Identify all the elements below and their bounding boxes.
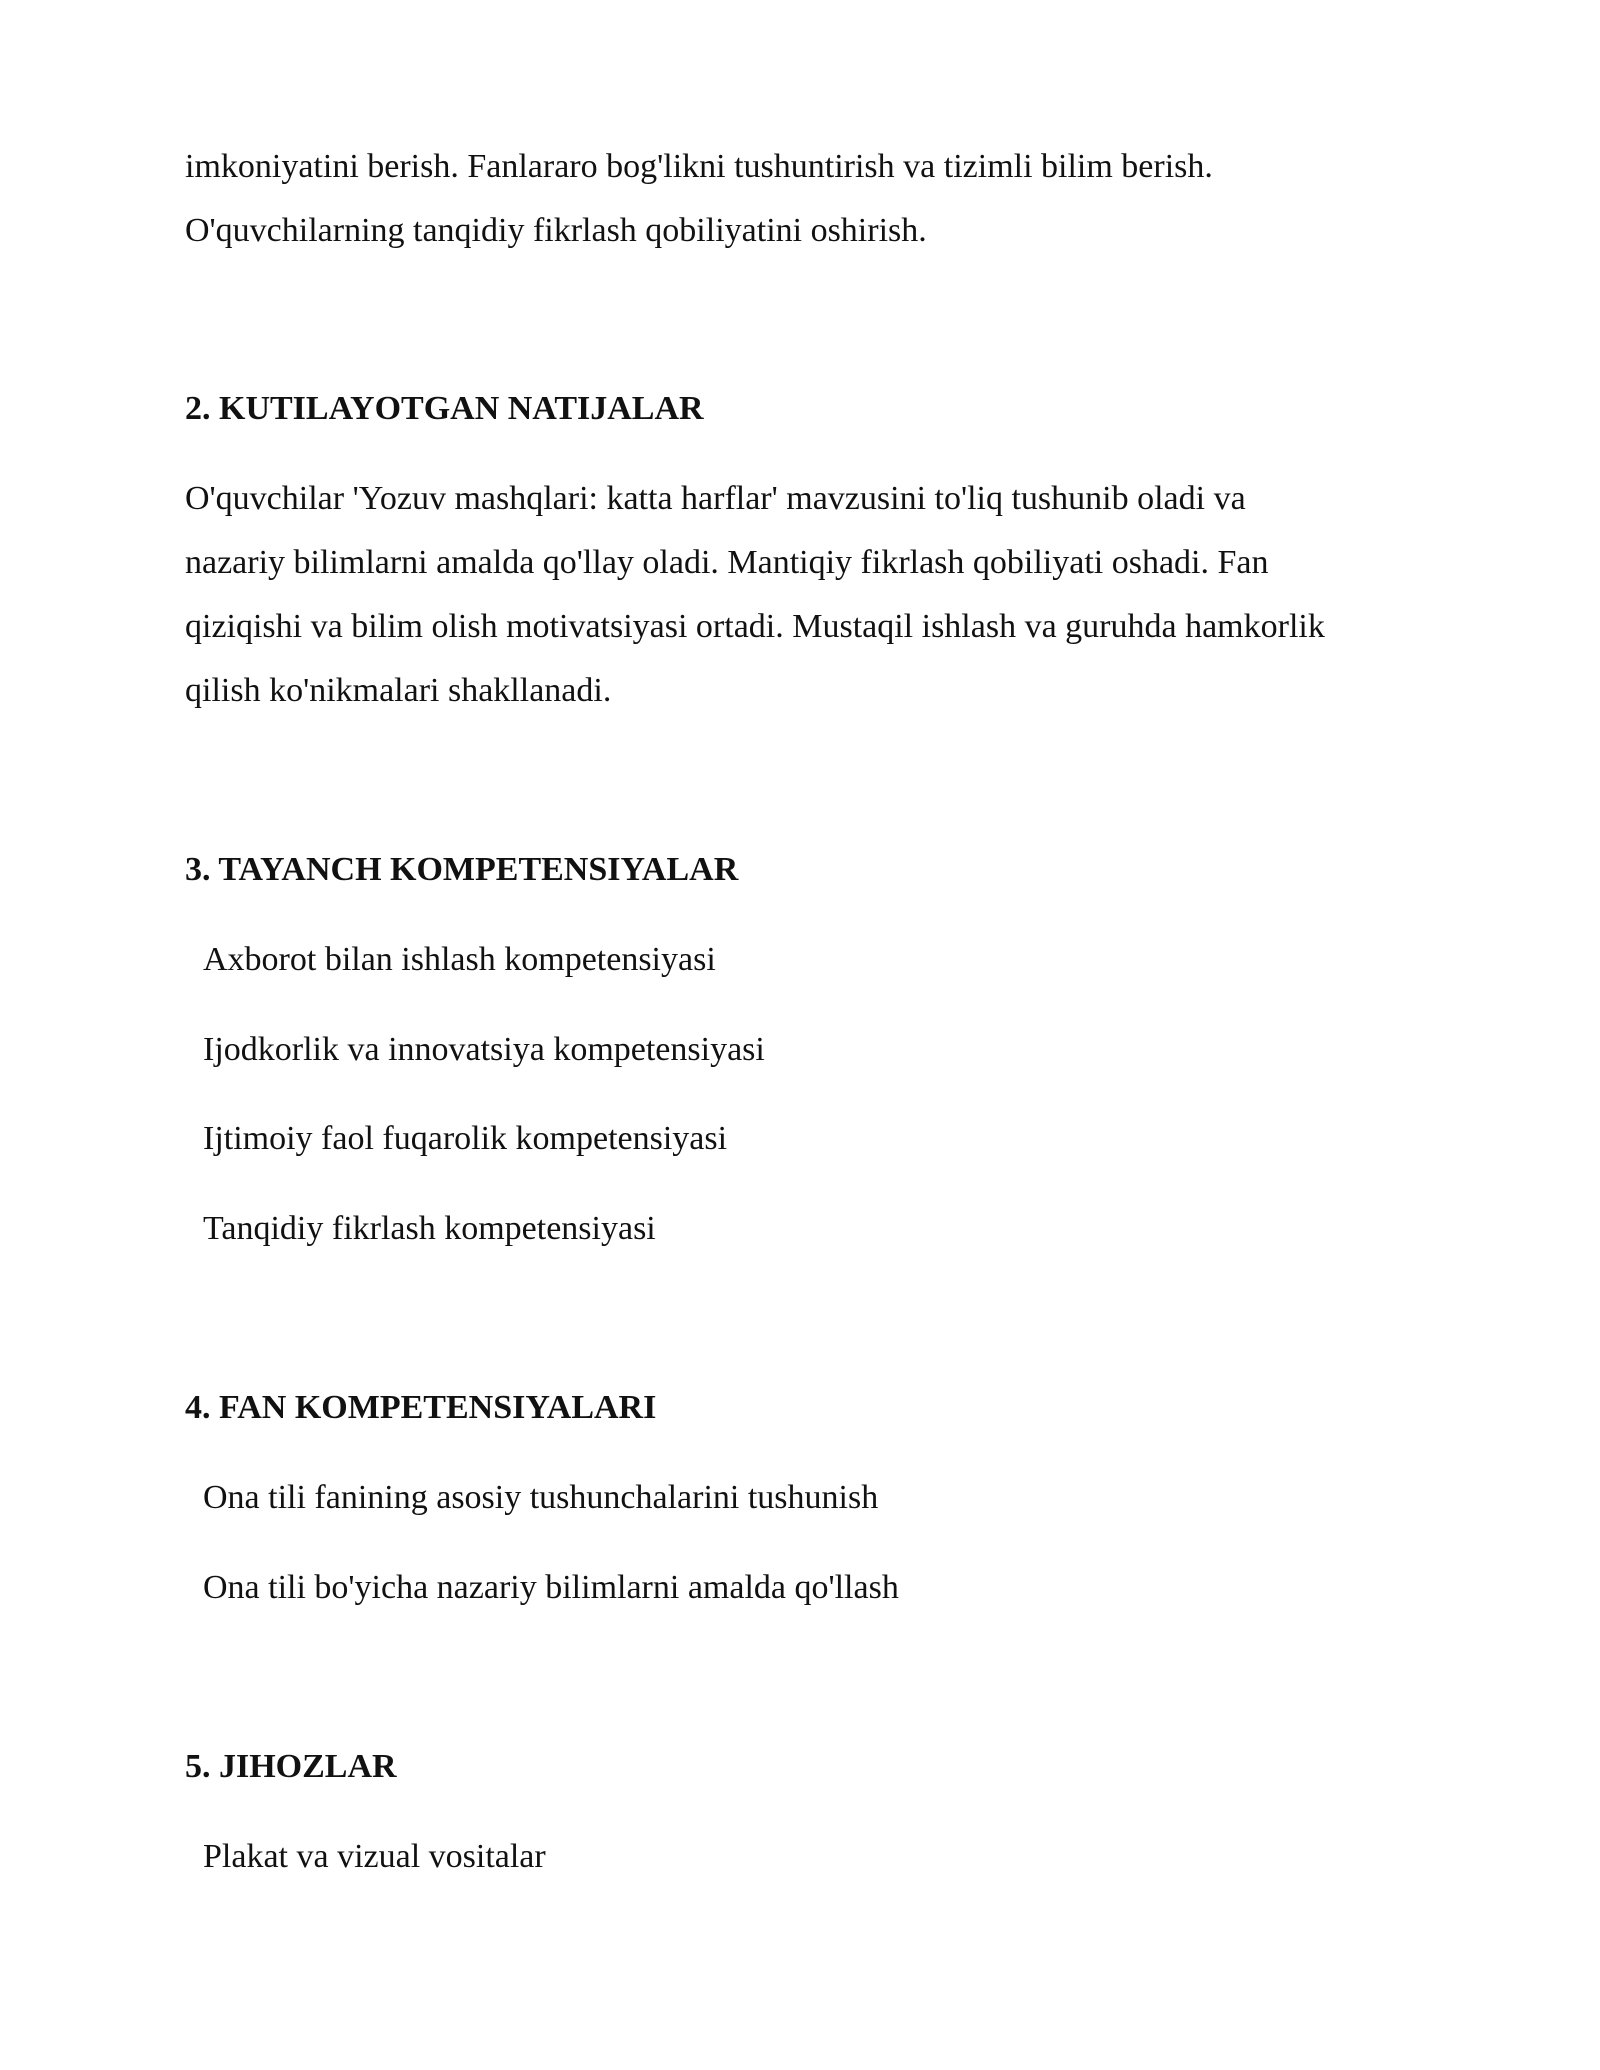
list-item: Tanqidiy fikrlash kompetensiyasi — [203, 1210, 656, 1247]
intro-line: imkoniyatini berish. Fanlararo bog'likni tushuntirish va tizimli bilim berish. — [185, 148, 1213, 185]
paragraph-line: nazariy bilimlarni amalda qo'llay oladi. Mantiqiy fikrlash qobiliyati oshadi. Fan — [185, 544, 1269, 581]
intro-line: O'quvchilarning tanqidiy fikrlash qobiliyatini oshirish. — [185, 212, 927, 249]
section-heading-subject-competencies: 4. FAN KOMPETENSIYALARI — [185, 1389, 657, 1426]
list-item: Ona tili fanining asosiy tushunchalarini tushunish — [203, 1479, 879, 1516]
list-item: Ona tili bo'yicha nazariy bilimlarni amalda qo'llash — [203, 1569, 899, 1606]
list-item: Axborot bilan ishlash kompetensiyasi — [203, 941, 716, 978]
section-heading-equipment: 5. JIHOZLAR — [185, 1748, 397, 1785]
list-item: Ijodkorlik va innovatsiya kompetensiyasi — [203, 1031, 765, 1068]
list-item: Ijtimoiy faol fuqarolik kompetensiyasi — [203, 1120, 728, 1157]
paragraph-line: qiziqishi va bilim olish motivatsiyasi ortadi. Mustaqil ishlash va guruhda hamkorlik — [185, 608, 1325, 645]
paragraph-line: qilish ko'nikmalari shakllanadi. — [185, 672, 612, 709]
section-heading-core-competencies: 3. TAYANCH KOMPETENSIYALAR — [185, 851, 739, 888]
list-item: Plakat va vizual vositalar — [203, 1838, 546, 1875]
paragraph-line: O'quvchilar 'Yozuv mashqlari: katta harflar' mavzusini to'liq tushunib oladi va — [185, 480, 1246, 517]
section-heading-expected-results: 2. KUTILAYOTGAN NATIJALAR — [185, 390, 704, 427]
